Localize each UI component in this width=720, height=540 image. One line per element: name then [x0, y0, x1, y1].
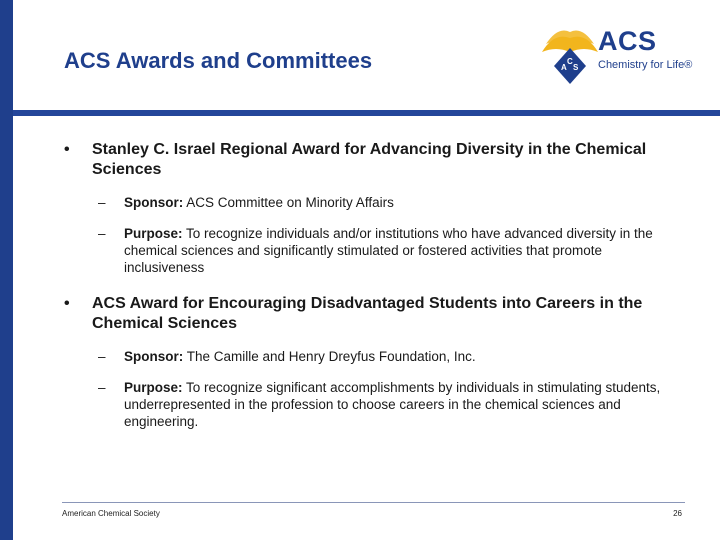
acs-logo: [540, 22, 693, 88]
sub-key: Sponsor:: [124, 195, 184, 210]
page-number: 26: [673, 509, 682, 518]
logo-wordmark: ACS: [598, 26, 657, 56]
sub-text: ACS Committee on Minority Affairs: [183, 195, 394, 210]
bullet-mark: •: [64, 295, 70, 312]
bullet-heading: Stanley C. Israel Regional Award for Advancing Diversity in the Chemical Sciences: [92, 141, 647, 178]
sub-item: [64, 225, 684, 276]
sub-text: The Camille and Henry Dreyfus Foundation, Inc.: [183, 349, 476, 364]
sub-key: Sponsor:: [124, 349, 184, 364]
sub-text: To recognize individuals and/or institutions who have advanced diversity in the chemical sciences and significantly stimulated or fostered activities that promote inclusiveness: [124, 226, 653, 275]
slide-content: [64, 140, 684, 444]
dash-mark: –: [98, 380, 106, 395]
badge-letter-s: S: [573, 63, 579, 72]
bullet-item: [64, 140, 684, 180]
bullet-heading: ACS Award for Encouraging Disadvantaged Students into Careers in the Chemical Sciences: [92, 295, 643, 332]
acs-eagle-emblem-icon: [540, 22, 600, 88]
badge-letter-a: A: [561, 63, 567, 72]
sub-key: Purpose:: [124, 226, 183, 241]
header-divider: [13, 110, 720, 116]
sub-item: [64, 379, 684, 430]
dash-mark: –: [98, 195, 106, 210]
footer-org: American Chemical Society: [62, 509, 160, 518]
dash-mark: –: [98, 349, 106, 364]
badge-letter-c: C: [567, 57, 573, 66]
logo-tagline: Chemistry for Life®: [598, 59, 693, 71]
footer-divider: [62, 502, 685, 503]
bullet-mark: •: [64, 141, 70, 158]
sub-text: To recognize significant accomplishments by individuals in stimulating students, underrepresented in the profession to choose careers in the chemical sciences and engineering.: [124, 380, 661, 429]
bullet-item: [64, 294, 684, 334]
left-accent-bar: [0, 0, 13, 540]
sub-key: Purpose:: [124, 380, 183, 395]
sub-item: [64, 194, 684, 211]
dash-mark: –: [98, 226, 106, 241]
sub-item: [64, 348, 684, 365]
slide-title: ACS Awards and Committees: [64, 48, 373, 73]
